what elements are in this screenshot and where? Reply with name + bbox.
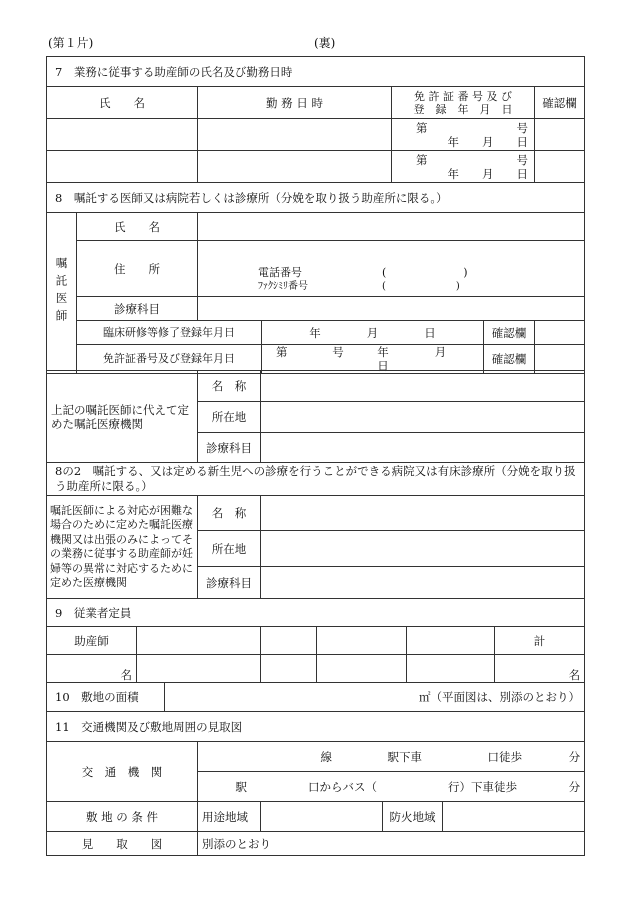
zoning-label: 用途地域	[198, 802, 261, 832]
section-10-table	[46, 682, 585, 712]
section-11-table	[46, 711, 585, 856]
doctor-address-label: 住 所	[77, 241, 198, 297]
staff-count-cell[interactable]	[317, 655, 407, 683]
site-area-field[interactable]: ㎡（平面図は、別添のとおり）	[165, 683, 585, 712]
total-count[interactable]: 名	[495, 655, 585, 683]
doctor-dept-label: 診療科目	[77, 297, 198, 321]
page-number: (第１片)	[48, 36, 94, 50]
staff-cell[interactable]	[407, 627, 495, 655]
s82-dept-field[interactable]	[261, 567, 585, 599]
col-confirm: 確認欄	[535, 87, 585, 119]
site-conditions-label: 敷 地 の 条 件	[47, 802, 198, 832]
alt-dept-field[interactable]	[261, 433, 585, 463]
alt-institution-table	[46, 370, 585, 463]
col-name: 氏 名	[47, 87, 198, 119]
doctor-license-field[interactable]: 第 号 年 月 日	[262, 345, 484, 374]
midwife-count[interactable]: 名	[47, 655, 137, 683]
doctor-dept-field[interactable]	[198, 297, 585, 321]
staff-cell[interactable]	[137, 627, 261, 655]
s82-address-label: 所在地	[198, 531, 261, 567]
section-9-title: 9 従業者定員	[47, 599, 585, 627]
training-date-field[interactable]: 年 月 日	[262, 321, 484, 345]
fire-zone-field[interactable]	[443, 802, 585, 832]
site-map-field: 別添のとおり	[198, 832, 585, 856]
confirm-cell[interactable]	[535, 151, 585, 183]
section-8-title: 8 嘱託する医師又は病院若しくは診療所（分娩を取り扱う助産所に限る。）	[47, 183, 585, 213]
alt-name-label: 名 称	[198, 371, 261, 402]
section-10-title: 10 敷地の面積	[47, 683, 165, 712]
s82-name-field[interactable]	[261, 496, 585, 531]
total-label: 計	[495, 627, 585, 655]
confirm-cell[interactable]	[535, 119, 585, 151]
training-confirm-cell[interactable]	[535, 321, 585, 345]
license-cell[interactable]: 第 号 年 月 日	[392, 119, 535, 151]
license-confirm-label: 確認欄	[484, 345, 535, 374]
license-cell[interactable]: 第 号 年 月 日	[392, 151, 535, 183]
alt-address-label: 所在地	[198, 402, 261, 433]
s82-name-label: 名 称	[198, 496, 261, 531]
doctor-name-field[interactable]	[198, 213, 585, 241]
training-confirm-label: 確認欄	[484, 321, 535, 345]
col-license: 免 許 証 番 号 及 び 登 録 年 月 日	[392, 87, 535, 119]
s82-address-field[interactable]	[261, 531, 585, 567]
transport-label: 交 通 機 関	[47, 742, 198, 802]
doctor-license-label: 免許証番号及び登録年月日	[77, 345, 262, 374]
section-7-table	[46, 56, 585, 183]
staff-count-cell[interactable]	[137, 655, 261, 683]
section-8-table	[46, 182, 585, 374]
site-map-label: 見 取 図	[47, 832, 198, 856]
midwife-name-cell[interactable]	[47, 119, 198, 151]
staff-cell[interactable]	[317, 627, 407, 655]
section-8-2-label: 嘱託医師による対応が困難な場合のために定めた嘱託医療機関又は出張のみによってその業務に従事する助産師が妊婦等の異常に対応するために定めた医療機関	[47, 496, 198, 599]
alt-name-field[interactable]	[261, 371, 585, 402]
section-8-2-table	[46, 462, 585, 599]
doctor-name-label: 氏 名	[77, 213, 198, 241]
section-8-2-title: 8の2 嘱託する、又は定める新生児への診療を行うことができる病院又は有床診療所（分娩を取り扱う助産所に限る。）	[47, 463, 585, 496]
training-date-label: 臨床研修等修了登録年月日	[77, 321, 262, 345]
work-hours-cell[interactable]	[198, 151, 392, 183]
section-11-title: 11 交通機関及び敷地周囲の見取図	[47, 712, 585, 742]
section-9-table	[46, 598, 585, 683]
work-hours-cell[interactable]	[198, 119, 392, 151]
midwife-name-cell[interactable]	[47, 151, 198, 183]
staff-count-cell[interactable]	[407, 655, 495, 683]
alt-address-field[interactable]	[261, 402, 585, 433]
col-hours: 勤 務 日 時	[198, 87, 392, 119]
midwife-label: 助産師	[47, 627, 137, 655]
s82-dept-label: 診療科目	[198, 567, 261, 599]
zoning-field[interactable]	[261, 802, 383, 832]
transport-line-2[interactable]: 駅 口からバス（ 行）下車徒歩 分	[198, 772, 585, 802]
alt-dept-label: 診療科目	[198, 433, 261, 463]
alt-institution-label: 上記の嘱託医師に代えて定めた嘱託医療機関	[47, 371, 198, 463]
fire-zone-label: 防火地域	[383, 802, 443, 832]
back-side-label: (裏)	[314, 36, 336, 50]
doctor-address-field[interactable]: 電話番号 ( ) ﾌｧｸｼﾐﾘ番号 ( )	[198, 241, 585, 297]
entrusted-doctor-label: 嘱託医師	[47, 213, 77, 374]
staff-cell[interactable]	[261, 627, 317, 655]
transport-line-1[interactable]: 線 駅下車 口徒歩 分	[198, 742, 585, 772]
section-7-title: 7 業務に従事する助産師の氏名及び勤務日時	[47, 57, 585, 87]
staff-count-cell[interactable]	[261, 655, 317, 683]
